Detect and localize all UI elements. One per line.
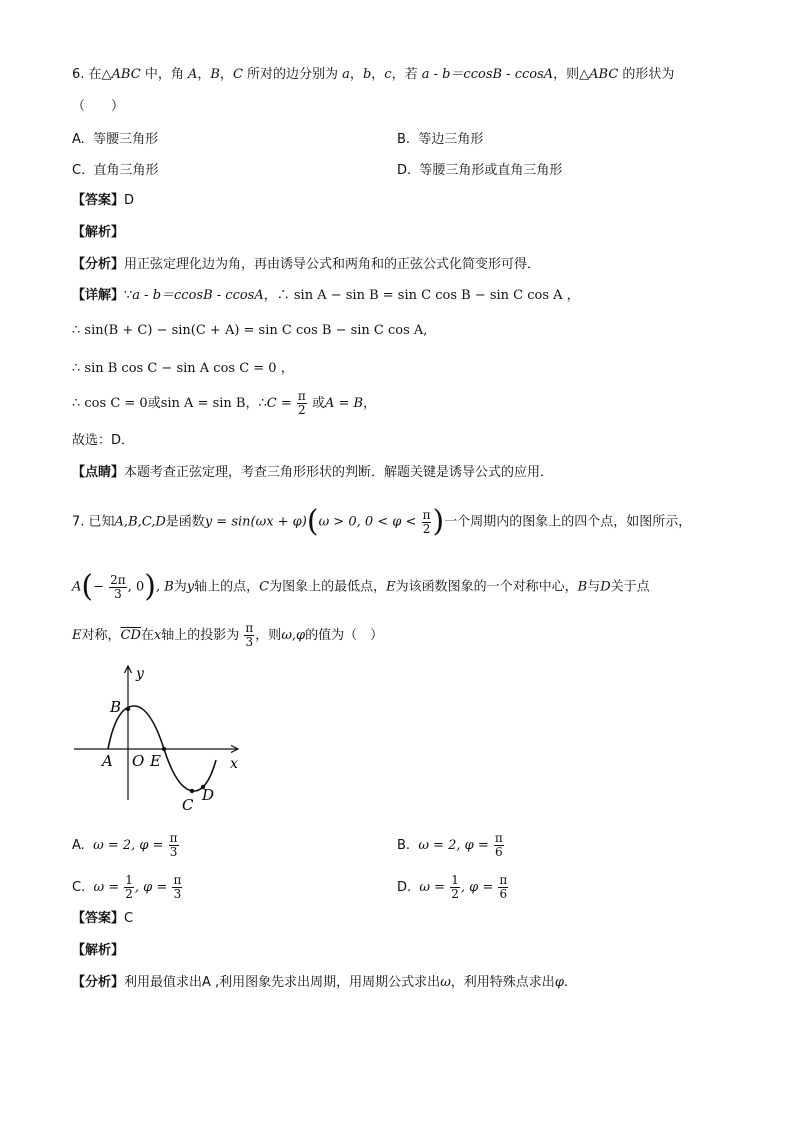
q6-xiangjie-line4: ∴ cos C = 0或sin A = sin B，∴C = $\frac{\pi}{2}$ 或A = B， <box>72 389 377 417</box>
q6-xiangjie-line3: ∴ sin B cos C − sin A cos C = 0 ， <box>72 361 294 376</box>
q7-stem-line1: 7. 已知A,B,C,D是函数y = sin(ωx + φ)(ω > 0, 0 < φ < $\frac{\pi}{2}$ )一个周期内的图象上的四个点，如图所示， <box>72 504 692 539</box>
label-e: E <box>150 752 161 770</box>
q6-answer: 【答案】D <box>72 193 135 208</box>
q6-option-a: A. 等腰三角形 <box>72 132 159 147</box>
label-o: O <box>132 752 145 770</box>
q7-option-d: D. ω = $\frac{1}{2}$ , φ = $\frac{\pi}{6}$ <box>397 873 508 901</box>
q7-option-c: C. ω = $\frac{1}{2}$ , φ = $\frac{\pi}{3}$ <box>72 873 182 901</box>
frac-2pi-over-3: $\frac{2\pi}{3}$ <box>110 572 126 601</box>
q7-stem-line3: E对称，$\overline{CD}$在x轴上的投影为 $\frac{\pi}{3}$ ，则ω,φ的值为（ ） <box>72 621 384 649</box>
q6-answer-blank: （ ） <box>72 99 125 114</box>
label-b: B <box>110 698 122 716</box>
point-e <box>162 747 166 751</box>
point-c <box>190 789 194 793</box>
q6-fenxi: 【分析】用正弦定理化边为角，再由诱导公式和两角和的正弦公式化简变形可得． <box>72 257 541 272</box>
frac-pi-over-3: $\frac{\pi}{3}$ <box>245 621 254 649</box>
label-d: D <box>202 786 215 804</box>
q7-option-b: B. ω = 2, φ = $\frac{\pi}{6}$ <box>397 831 503 859</box>
q6-xiangjie-line1: 【详解】∵a - b＝ccosB - ccosA，∴ sin A − sin B = sin C cos B − sin C cos A ， <box>72 288 580 303</box>
label-c: C <box>182 796 194 814</box>
vector-cd: $\overline{CD}$ <box>120 628 141 643</box>
q6-stem: 6. 在△ABC 中，角 A，B，C 所对的边分别为 a，b，c，若 a - b＝ccosB - ccosA，则△ABC 的形状为 <box>72 67 675 82</box>
q6-option-b: B. 等边三角形 <box>397 132 484 147</box>
q7-analysis-tag: 【解析】 <box>72 943 125 958</box>
q7-stem-line2: A(− $\frac{2\pi}{3}$ , 0), B为y轴上的点，C为图象上的最低点，E为该函数图象的一个对称中心，B与D关于点 <box>72 569 650 604</box>
frac-pi-over-2: $\frac{\pi}{2}$ <box>297 389 306 417</box>
label-y: y <box>136 666 144 682</box>
q6-option-c: C. 直角三角形 <box>72 163 159 178</box>
q7-answer: 【答案】C <box>72 911 134 926</box>
q6-dianjing: 【点睛】本题考查正弦定理，考查三角形形状的判断．解题关键是诱导公式的应用． <box>72 465 554 480</box>
q7-option-a: A. ω = 2, φ = $\frac{\pi}{3}$ <box>72 831 178 859</box>
label-x: x <box>230 756 238 772</box>
q7-fenxi: 【分析】利用最值求出A ,利用图象先求出周期，用周期公式求出ω，利用特殊点求出φ. <box>72 975 569 990</box>
point-b <box>126 707 130 711</box>
q6-option-d: D. 等腰三角形或直角三角形 <box>397 163 563 178</box>
q6-xiangjie-line2: ∴ sin(B + C) − sin(C + A) = sin C cos B − sin C cos A, <box>72 323 428 338</box>
q6-guxuan: 故选：D． <box>72 433 135 448</box>
q6-analysis-tag: 【解析】 <box>72 225 125 240</box>
frac-pi-over-2-cond: $\frac{\pi}{2}$ <box>422 507 431 536</box>
label-a: A <box>102 752 113 770</box>
sine-graph <box>68 660 248 820</box>
